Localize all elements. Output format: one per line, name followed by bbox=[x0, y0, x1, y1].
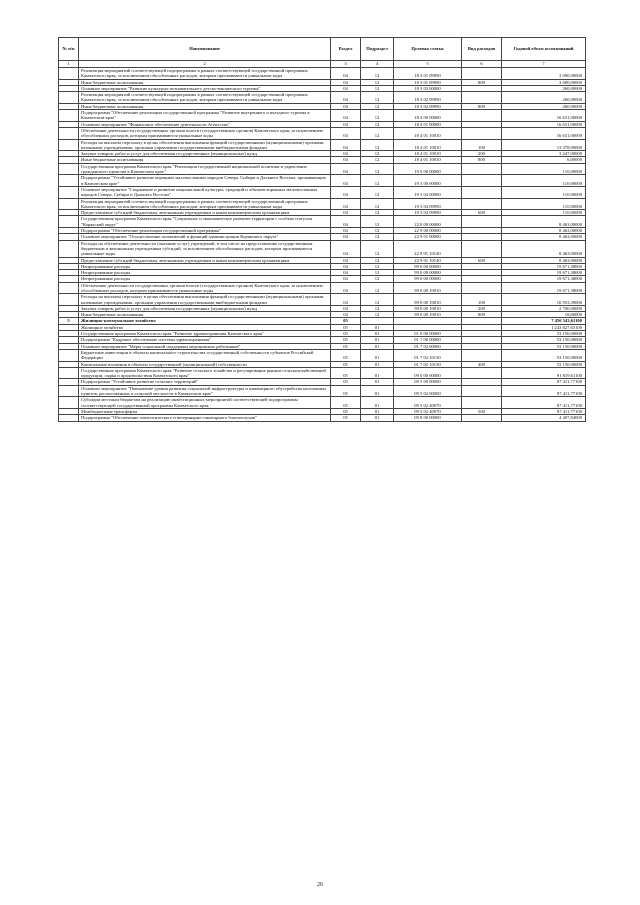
row-number bbox=[59, 282, 79, 294]
row-podrazdel: 12 bbox=[361, 85, 394, 91]
table-row bbox=[59, 397, 586, 409]
row-expense-type bbox=[462, 282, 502, 294]
row-expense-type bbox=[462, 110, 502, 122]
row-podrazdel: 12 bbox=[361, 103, 394, 109]
row-amount: 16 953,39000 bbox=[502, 294, 586, 306]
row-razdel: 04 bbox=[331, 210, 361, 216]
row-number bbox=[59, 175, 79, 187]
row-name: Государственная программа Камчатского края "Социальное и экономическое развитие территории с особым статусом "Корякский округ" bbox=[79, 216, 331, 228]
row-podrazdel: 12 bbox=[361, 276, 394, 282]
row-target-article: 99 0 00 10010 bbox=[394, 282, 462, 294]
column-number: 7 bbox=[502, 61, 586, 68]
row-amount: 19 671,38000 bbox=[502, 263, 586, 269]
row-razdel: 05 bbox=[331, 343, 361, 349]
row-name: Подпрограмма "Устойчивое развитие коренных малочисленных народов Севера, Сибири и Дальнего Востока, проживающих в Камчатском крае" bbox=[79, 175, 331, 187]
row-razdel: 05 bbox=[331, 324, 361, 330]
row-razdel: 04 bbox=[331, 305, 361, 311]
row-name: Основное мероприятие "Сохранение и развитие национальной культуры, традиций и обычаев коренных малочисленных народов Севера, Сибири и Дальнего Востока" bbox=[79, 186, 331, 198]
row-number bbox=[59, 349, 79, 361]
row-number bbox=[59, 92, 79, 104]
row-target-article: 18 3 01 09990 bbox=[394, 79, 462, 85]
row-name: Подпрограмма "Устойчивое развитие сельских территорий" bbox=[79, 379, 331, 385]
row-target-article: 19 3 04 00000 bbox=[394, 186, 462, 198]
row-amount: 16 631,00000 bbox=[502, 127, 586, 139]
row-target-article: 18 4 01 10010 bbox=[394, 151, 462, 157]
row-number bbox=[59, 216, 79, 228]
table-row bbox=[59, 385, 586, 397]
row-name: Капитальные вложения в объекты государственной (муниципальной) собственности bbox=[79, 361, 331, 367]
budget-table bbox=[58, 37, 586, 422]
row-razdel: 04 bbox=[331, 276, 361, 282]
row-expense-type bbox=[462, 385, 502, 397]
row-target-article: 22 0 00 00000 bbox=[394, 216, 462, 228]
row-target-article: 09 8 00 00000 bbox=[394, 415, 462, 421]
row-target-article: 09 0 00 00000 bbox=[394, 367, 462, 379]
row-number bbox=[59, 385, 79, 397]
row-expense-type: 500 bbox=[462, 408, 502, 414]
row-podrazdel: 01 bbox=[361, 415, 394, 421]
row-podrazdel: 12 bbox=[361, 228, 394, 234]
row-name: Закупка товаров, работ и услуг для обеспечения государственных (муниципальных) нужд bbox=[79, 305, 331, 311]
row-target-article: 18 4 01 00000 bbox=[394, 121, 462, 127]
row-name: Основное мероприятие "Осуществление полномочий и функций администрации Корякского округа" bbox=[79, 234, 331, 240]
row-name: Предоставление субсидий бюджетным, автономным учреждениям и иным некоммерческим организациям bbox=[79, 257, 331, 263]
row-amount: 3 000,00000 bbox=[502, 79, 586, 85]
row-target-article: 22 9 01 10140 bbox=[394, 240, 462, 257]
row-amount: 3 000,00000 bbox=[502, 68, 586, 80]
row-amount: 53 150,00000 bbox=[502, 337, 586, 343]
row-podrazdel: 01 bbox=[361, 324, 394, 330]
row-number bbox=[59, 139, 79, 151]
table-row bbox=[59, 367, 586, 379]
row-target-article: 01 7 02 00000 bbox=[394, 343, 462, 349]
row-target-article: 99 0 00 00000 bbox=[394, 263, 462, 269]
row-amount: 53 150,00000 bbox=[502, 343, 586, 349]
row-expense-type bbox=[462, 415, 502, 421]
row-amount: 16 631,00000 bbox=[502, 110, 586, 122]
row-name: Государственная программа Камчатского края "Развитие сельского хозяйства и регулирование рынков сельскохозяйственной продукции, сырья и продовольствия Камчатского края" bbox=[79, 367, 331, 379]
row-expense-type: 800 bbox=[462, 79, 502, 85]
row-razdel: 04 bbox=[331, 186, 361, 198]
row-podrazdel: 12 bbox=[361, 305, 394, 311]
row-razdel: 04 bbox=[331, 110, 361, 122]
row-amount: 91 819,61100 bbox=[502, 367, 586, 379]
row-podrazdel: 12 bbox=[361, 210, 394, 216]
row-target-article: 99 0 00 10010 bbox=[394, 312, 462, 318]
row-razdel: 05 bbox=[331, 318, 361, 324]
row-target-article: 22 9 00 00000 bbox=[394, 228, 462, 234]
column-number: 5 bbox=[394, 61, 462, 68]
row-podrazdel: 01 bbox=[361, 408, 394, 414]
row-number bbox=[59, 198, 79, 210]
row-expense-type bbox=[462, 198, 502, 210]
row-number: 5 bbox=[59, 318, 79, 324]
row-expense-type bbox=[462, 186, 502, 198]
row-expense-type: 100 bbox=[462, 294, 502, 306]
header-expense-type: Вид расходов bbox=[462, 38, 502, 61]
row-razdel: 04 bbox=[331, 92, 361, 104]
row-expense-type bbox=[462, 92, 502, 104]
row-number bbox=[59, 397, 79, 409]
row-razdel: 04 bbox=[331, 121, 361, 127]
row-target-article: 01 7 02 10130 bbox=[394, 361, 462, 367]
row-name: Жилищно-коммунальное хозяйство bbox=[79, 318, 331, 324]
row-podrazdel: 12 bbox=[361, 79, 394, 85]
row-target-article: 01 7 02 10130 bbox=[394, 349, 462, 361]
row-target-article: 99 0 00 00000 bbox=[394, 276, 462, 282]
row-target-article: 18 3 02 09990 bbox=[394, 103, 462, 109]
row-expense-type: 100 bbox=[462, 139, 502, 151]
row-amount: 3 247,00000 bbox=[502, 151, 586, 157]
table-row bbox=[59, 240, 586, 257]
table-row bbox=[59, 186, 586, 198]
row-podrazdel: 01 bbox=[361, 379, 394, 385]
column-number: 2 bbox=[79, 61, 331, 68]
header-razdel: Раздел bbox=[331, 38, 361, 61]
row-razdel: 04 bbox=[331, 216, 361, 228]
row-podrazdel: 12 bbox=[361, 127, 394, 139]
row-podrazdel: 12 bbox=[361, 312, 394, 318]
row-amount: 19 671,38000 bbox=[502, 270, 586, 276]
row-name: Обеспечение деятельности государственных органов власти (государственных органов) Камчатского края, за исключением обособленных расходов, которым присваиваются уникальные коды bbox=[79, 127, 331, 139]
row-razdel: 04 bbox=[331, 312, 361, 318]
row-amount: 18,00000 bbox=[502, 312, 586, 318]
row-name: Основное мероприятие "Повышение уровня развития социальной инфраструктуры и инженерного обустройства населенных пунктов, расположенных в сельской местности в Камчатском крае" bbox=[79, 385, 331, 397]
page-number: 26 bbox=[317, 882, 323, 888]
row-razdel: 05 bbox=[331, 379, 361, 385]
row-target-article: 01 0 00 00000 bbox=[394, 331, 462, 337]
row-amount: 87 411,77100 bbox=[502, 385, 586, 397]
row-podrazdel: 12 bbox=[361, 151, 394, 157]
row-razdel: 04 bbox=[331, 85, 361, 91]
row-amount: 87 411,77100 bbox=[502, 408, 586, 414]
row-expense-type: 600 bbox=[462, 210, 502, 216]
row-razdel: 04 bbox=[331, 151, 361, 157]
row-target-article: 18 4 00 00000 bbox=[394, 110, 462, 122]
row-name: Основное мероприятие "Меры социальной поддержки медицинских работников" bbox=[79, 343, 331, 349]
row-amount: 6,00000 bbox=[502, 157, 586, 163]
table-row bbox=[59, 415, 586, 421]
row-podrazdel: 01 bbox=[361, 337, 394, 343]
row-razdel: 04 bbox=[331, 163, 361, 175]
row-razdel: 04 bbox=[331, 234, 361, 240]
row-podrazdel: 12 bbox=[361, 263, 394, 269]
row-expense-type: 800 bbox=[462, 312, 502, 318]
row-amount: 4 407,84000 bbox=[502, 415, 586, 421]
row-expense-type: 400 bbox=[462, 361, 502, 367]
row-number bbox=[59, 163, 79, 175]
budget-sheet bbox=[58, 37, 585, 422]
row-amount: 110,00000 bbox=[502, 198, 586, 210]
table-row bbox=[59, 282, 586, 294]
row-amount: 16 631,00000 bbox=[502, 121, 586, 127]
row-razdel: 05 bbox=[331, 408, 361, 414]
row-podrazdel: 01 bbox=[361, 343, 394, 349]
row-razdel: 05 bbox=[331, 397, 361, 409]
row-razdel: 05 bbox=[331, 349, 361, 361]
row-expense-type bbox=[462, 68, 502, 80]
table-row bbox=[59, 163, 586, 175]
row-target-article: 19 3 04 09990 bbox=[394, 210, 462, 216]
row-name: Субсидии местным бюджетам на реализацию инвестиционных мероприятий соответствующей подпрограммы соответствующей государственной программы Камчатского края bbox=[79, 397, 331, 409]
row-amount: 260,00000 bbox=[502, 85, 586, 91]
table-row bbox=[59, 127, 586, 139]
row-number bbox=[59, 68, 79, 80]
row-name: Подпрограмма "Обеспечение реализации государственной программы "Развитие внутреннего и въездного туризма в Камчатском крае" bbox=[79, 110, 331, 122]
row-razdel: 05 bbox=[331, 415, 361, 421]
row-name: Основное мероприятие "Финансовое обеспечение деятельности Агентства" bbox=[79, 121, 331, 127]
row-podrazdel: 12 bbox=[361, 121, 394, 127]
row-expense-type: 600 bbox=[462, 257, 502, 263]
row-name: Реализация мероприятий соответствующей подпрограммы в рамках соответствующей государственной программы Камчатского края, за исключением обособленных расходов, которым присваиваются уникальные коды bbox=[79, 68, 331, 80]
row-amount: 8 463,00000 bbox=[502, 234, 586, 240]
row-podrazdel: 12 bbox=[361, 92, 394, 104]
row-name: Бюджетные инвестиции в объекты капитального строительства государственной собственности субъектов Российской Федерации bbox=[79, 349, 331, 361]
row-name: Подпрограмма "Обеспечение эпизоотического и ветеринарно-санитарного благополучия" bbox=[79, 415, 331, 421]
row-razdel: 04 bbox=[331, 127, 361, 139]
row-number bbox=[59, 415, 79, 421]
row-podrazdel: 12 bbox=[361, 186, 394, 198]
row-number bbox=[59, 367, 79, 379]
row-expense-type bbox=[462, 240, 502, 257]
column-number-row bbox=[59, 61, 586, 68]
row-podrazdel: 12 bbox=[361, 110, 394, 122]
row-expense-type bbox=[462, 175, 502, 187]
row-expense-type: 800 bbox=[462, 157, 502, 163]
row-name: Предоставление субсидий бюджетным, автономным учреждениям и иным некоммерческим организациям bbox=[79, 210, 331, 216]
table-row bbox=[59, 294, 586, 306]
row-amount: 1 243 827,63100 bbox=[502, 324, 586, 330]
row-target-article: 99 0 00 10010 bbox=[394, 305, 462, 311]
row-amount: 260,00000 bbox=[502, 103, 586, 109]
row-razdel: 04 bbox=[331, 263, 361, 269]
row-razdel: 04 bbox=[331, 79, 361, 85]
column-number: 6 bbox=[462, 61, 502, 68]
row-name: Иные бюджетные ассигнования bbox=[79, 79, 331, 85]
row-razdel: 04 bbox=[331, 270, 361, 276]
row-target-article: 09 5 02 00000 bbox=[394, 385, 462, 397]
row-target-article: 18 4 01 10010 bbox=[394, 139, 462, 151]
row-target-article: 22 9 01 10140 bbox=[394, 257, 462, 263]
row-amount: 8 463,00000 bbox=[502, 216, 586, 228]
row-expense-type bbox=[462, 397, 502, 409]
row-expense-type: 200 bbox=[462, 151, 502, 157]
row-amount: 2 700,00000 bbox=[502, 305, 586, 311]
row-razdel: 04 bbox=[331, 175, 361, 187]
row-podrazdel: 01 bbox=[361, 397, 394, 409]
row-amount: 53 150,00000 bbox=[502, 361, 586, 367]
row-target-article: 18 3 01 09990 bbox=[394, 68, 462, 80]
row-expense-type bbox=[462, 127, 502, 139]
row-amount: 8 463,00000 bbox=[502, 257, 586, 263]
row-podrazdel: 12 bbox=[361, 175, 394, 187]
row-amount: 53 150,00000 bbox=[502, 331, 586, 337]
table-row bbox=[59, 216, 586, 228]
row-razdel: 05 bbox=[331, 337, 361, 343]
row-name: Иные бюджетные ассигнования bbox=[79, 312, 331, 318]
row-name: Непрограммные расходы bbox=[79, 276, 331, 282]
row-razdel: 04 bbox=[331, 294, 361, 306]
row-name: Реализация мероприятий соответствующей подпрограммы в рамках соответствующей государственной программы Камчатского края, за исключением обособленных расходов, которым присваиваются уникальные коды bbox=[79, 92, 331, 104]
row-amount: 8 463,00000 bbox=[502, 228, 586, 234]
row-razdel: 04 bbox=[331, 157, 361, 163]
row-name: Государственная программа Камчатского края "Реализация государственной национальной политики и укрепление гражданского единства в Камчатском крае" bbox=[79, 163, 331, 175]
row-razdel: 04 bbox=[331, 103, 361, 109]
row-name: Иные бюджетные ассигнования bbox=[79, 157, 331, 163]
row-expense-type bbox=[462, 163, 502, 175]
row-target-article: 09 5 00 00000 bbox=[394, 379, 462, 385]
row-number bbox=[59, 240, 79, 257]
row-name: Государственная программа Камчатского края "Развитие здравоохранения Камчатского края" bbox=[79, 331, 331, 337]
table-row bbox=[59, 110, 586, 122]
row-name: Непрограммные расходы bbox=[79, 270, 331, 276]
row-podrazdel: 12 bbox=[361, 234, 394, 240]
row-razdel: 04 bbox=[331, 282, 361, 294]
column-number: 3 bbox=[331, 61, 361, 68]
row-number bbox=[59, 294, 79, 306]
row-amount: 110,00000 bbox=[502, 163, 586, 175]
table-row bbox=[59, 92, 586, 104]
table-row bbox=[59, 349, 586, 361]
row-amount: 7 456 543,61100 bbox=[502, 318, 586, 324]
row-podrazdel: 12 bbox=[361, 163, 394, 175]
row-name: Подпрограмма "Обеспечение реализации государственной программы" bbox=[79, 228, 331, 234]
table-row bbox=[59, 139, 586, 151]
row-target-article: 22 9 01 00000 bbox=[394, 234, 462, 240]
row-expense-type bbox=[462, 367, 502, 379]
row-podrazdel: 12 bbox=[361, 216, 394, 228]
row-amount: 87 411,77100 bbox=[502, 379, 586, 385]
row-target-article: 01 7 00 00000 bbox=[394, 337, 462, 343]
row-amount: 19 671,38000 bbox=[502, 276, 586, 282]
row-name: Обеспечение деятельности государственных органов власти (государственных органов) Камчатского края, за исключением обособленных расходов, которым присваиваются уникальные коды bbox=[79, 282, 331, 294]
row-razdel: 04 bbox=[331, 68, 361, 80]
row-podrazdel: 12 bbox=[361, 282, 394, 294]
row-amount: 87 411,77100 bbox=[502, 397, 586, 409]
table-body bbox=[59, 68, 586, 422]
row-expense-type bbox=[462, 349, 502, 361]
row-number bbox=[59, 186, 79, 198]
row-number bbox=[59, 127, 79, 139]
row-podrazdel: 01 bbox=[361, 349, 394, 361]
row-podrazdel: 12 bbox=[361, 139, 394, 151]
row-amount: 110,00000 bbox=[502, 186, 586, 198]
row-name: Расходы на выплаты персоналу в целях обеспечения выполнения функций государственными (муниципальными) органами, казенными учреждениями, органами управления государственными внебюджетными фондами bbox=[79, 139, 331, 151]
table-row bbox=[59, 198, 586, 210]
row-target-article: 99 0 00 00000 bbox=[394, 270, 462, 276]
row-amount: 8 463,00000 bbox=[502, 240, 586, 257]
row-amount: 110,00000 bbox=[502, 175, 586, 187]
row-name: Основное мероприятие "Развитие культурно-познавательного детско-юношеского туризма" bbox=[79, 85, 331, 91]
row-name: Закупка товаров, работ и услуг для обеспечения государственных (муниципальных) нужд bbox=[79, 151, 331, 157]
row-expense-type: 800 bbox=[462, 103, 502, 109]
row-podrazdel: 12 bbox=[361, 157, 394, 163]
row-podrazdel: 01 bbox=[361, 385, 394, 397]
row-target-article: 18 4 01 10010 bbox=[394, 127, 462, 139]
row-amount: 260,00000 bbox=[502, 92, 586, 104]
row-amount: 110,00000 bbox=[502, 210, 586, 216]
row-target-article: 18 3 02 00000 bbox=[394, 85, 462, 91]
row-podrazdel: 12 bbox=[361, 270, 394, 276]
row-name: Иные бюджетные ассигнования bbox=[79, 103, 331, 109]
row-expense-type bbox=[462, 216, 502, 228]
row-razdel: 04 bbox=[331, 240, 361, 257]
header-podrazdel: Подраздел bbox=[361, 38, 394, 61]
row-podrazdel: 12 bbox=[361, 198, 394, 210]
row-razdel: 04 bbox=[331, 198, 361, 210]
row-target-article: 09 5 02 40070 bbox=[394, 397, 462, 409]
row-podrazdel: 01 bbox=[361, 331, 394, 337]
row-razdel: 05 bbox=[331, 331, 361, 337]
row-razdel: 05 bbox=[331, 367, 361, 379]
row-target-article: 99 0 00 10010 bbox=[394, 294, 462, 306]
row-amount: 13 378,00000 bbox=[502, 139, 586, 151]
row-amount: 19 671,38000 bbox=[502, 282, 586, 294]
table-row bbox=[59, 175, 586, 187]
row-target-article: 18 4 01 10010 bbox=[394, 157, 462, 163]
row-name: Непрограммные расходы bbox=[79, 263, 331, 269]
row-number bbox=[59, 110, 79, 122]
row-razdel: 04 bbox=[331, 139, 361, 151]
row-razdel: 04 bbox=[331, 257, 361, 263]
row-podrazdel: 01 bbox=[361, 361, 394, 367]
header-amount: Годовой объем ассигнований bbox=[502, 38, 586, 61]
row-name: Межбюджетные трансферты bbox=[79, 408, 331, 414]
row-podrazdel: 12 bbox=[361, 68, 394, 80]
row-amount: 53 150,00000 bbox=[502, 349, 586, 361]
row-razdel: 04 bbox=[331, 228, 361, 234]
row-podrazdel: 01 bbox=[361, 367, 394, 379]
header-num: № п/п bbox=[59, 38, 79, 61]
header-target-article: Целевая статья bbox=[394, 38, 462, 61]
column-number: 1 bbox=[59, 61, 79, 68]
row-name: Подпрограмма "Кадровое обеспечение системы здравоохранения" bbox=[79, 337, 331, 343]
row-razdel: 05 bbox=[331, 361, 361, 367]
row-expense-type: 200 bbox=[462, 305, 502, 311]
row-podrazdel: 12 bbox=[361, 240, 394, 257]
row-podrazdel: 12 bbox=[361, 257, 394, 263]
row-name: Расходы на обеспечение деятельности (оказание услуг) учреждений, в том числе на предоставление государственным бюджетным и автономным учреждениям субсидий, за исключением обособленных расходов, которым присваиваются уникальные коды bbox=[79, 240, 331, 257]
row-target-article: 19 3 00 00000 bbox=[394, 175, 462, 187]
row-target-article: 19 3 04 09990 bbox=[394, 198, 462, 210]
row-name: Расходы на выплаты персоналу в целях обеспечения выполнения функций государственными (муниципальными) органами, казенными учреждениями, органами управления государственными внебюджетными фондами bbox=[79, 294, 331, 306]
row-target-article: 09 5 02 40070 bbox=[394, 408, 462, 414]
header-row bbox=[59, 38, 586, 61]
table-row bbox=[59, 68, 586, 80]
column-number: 4 bbox=[361, 61, 394, 68]
row-target-article: 19 0 00 00000 bbox=[394, 163, 462, 175]
row-target-article: 18 3 02 09990 bbox=[394, 92, 462, 104]
row-razdel: 05 bbox=[331, 385, 361, 397]
row-name: Жилищное хозяйство bbox=[79, 324, 331, 330]
row-podrazdel: 12 bbox=[361, 294, 394, 306]
header-name: Наименование bbox=[79, 38, 331, 61]
row-name: Реализация мероприятий соответствующей подпрограммы в рамках соответствующей государственной программы Камчатского края, за исключением обособленных расходов, которым присваиваются уникальные коды bbox=[79, 198, 331, 210]
